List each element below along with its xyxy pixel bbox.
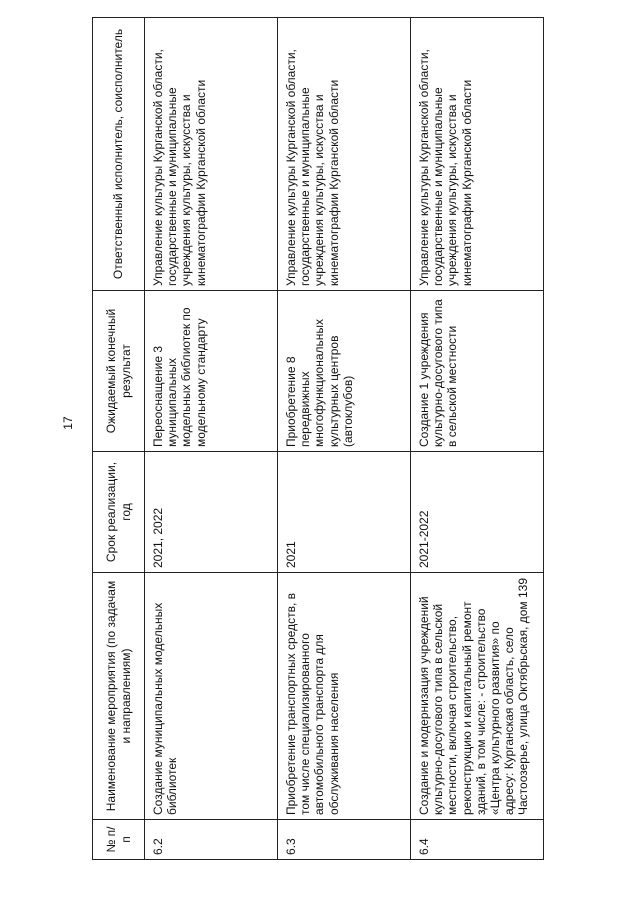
table-row <box>278 18 411 860</box>
cell-result: Создание 1 учреждения культурно-досугового типа в сельской местности <box>411 291 544 452</box>
cell-executor: Управление культуры Курганской области, государственные и муниципальные учреждения культуры, искусства и кинематографии Курганской области <box>278 18 411 291</box>
table-header-row <box>93 18 145 860</box>
cell-term: 2021 <box>278 452 411 573</box>
cell-num: 6.4 <box>411 820 544 860</box>
cell-term: 2021, 2022 <box>145 452 278 573</box>
header-num: № п/п <box>93 820 145 860</box>
header-term: Срок реализации, год <box>93 452 145 573</box>
cell-num: 6.3 <box>278 820 411 860</box>
rotated-table-container <box>92 18 545 860</box>
cell-executor: Управление культуры Курганской области, государственные и муниципальные учреждения культуры, искусства и кинематографии Курганской области <box>145 18 278 291</box>
cell-name: Создание и модернизация учреждений культурно-досугового типа в сельской местности, включая строительство, реконструкцию и капитальный ремонт зданий, в том числе: - строительство «Центра культурного развития» по адресу: Курганская область, село Частоозерье, улица Октябрьская, дом 139 <box>411 573 544 820</box>
cell-name: Создание муниципальных модельных библиотек <box>145 573 278 820</box>
cell-executor: Управление культуры Курганской области, государственные и муниципальные учреждения культуры, искусства и кинематографии Курганской области <box>411 18 544 291</box>
table-row <box>145 18 278 860</box>
cell-num: 6.2 <box>145 820 278 860</box>
table-row <box>411 18 544 860</box>
cell-result: Приобретение 8 передвижных многофункциональных культурных центров (автоклубов) <box>278 291 411 452</box>
cell-term: 2021-2022 <box>411 452 544 573</box>
measures-table <box>92 17 544 860</box>
header-result: Ожидаемый конечный результат <box>93 291 145 452</box>
cell-result: Переоснащение 3 муниципальных модельных библиотек по модельному стандарту <box>145 291 278 452</box>
header-executor: Ответственный исполнитель, соисполнитель <box>93 18 145 291</box>
header-name: Наименование мероприятия (по задачам и направлениям) <box>93 573 145 820</box>
cell-name: Приобретение транспортных средств, в том числе специализированного автомобильного транспорта для обслуживания населения <box>278 573 411 820</box>
page-number: 17 <box>61 416 75 430</box>
